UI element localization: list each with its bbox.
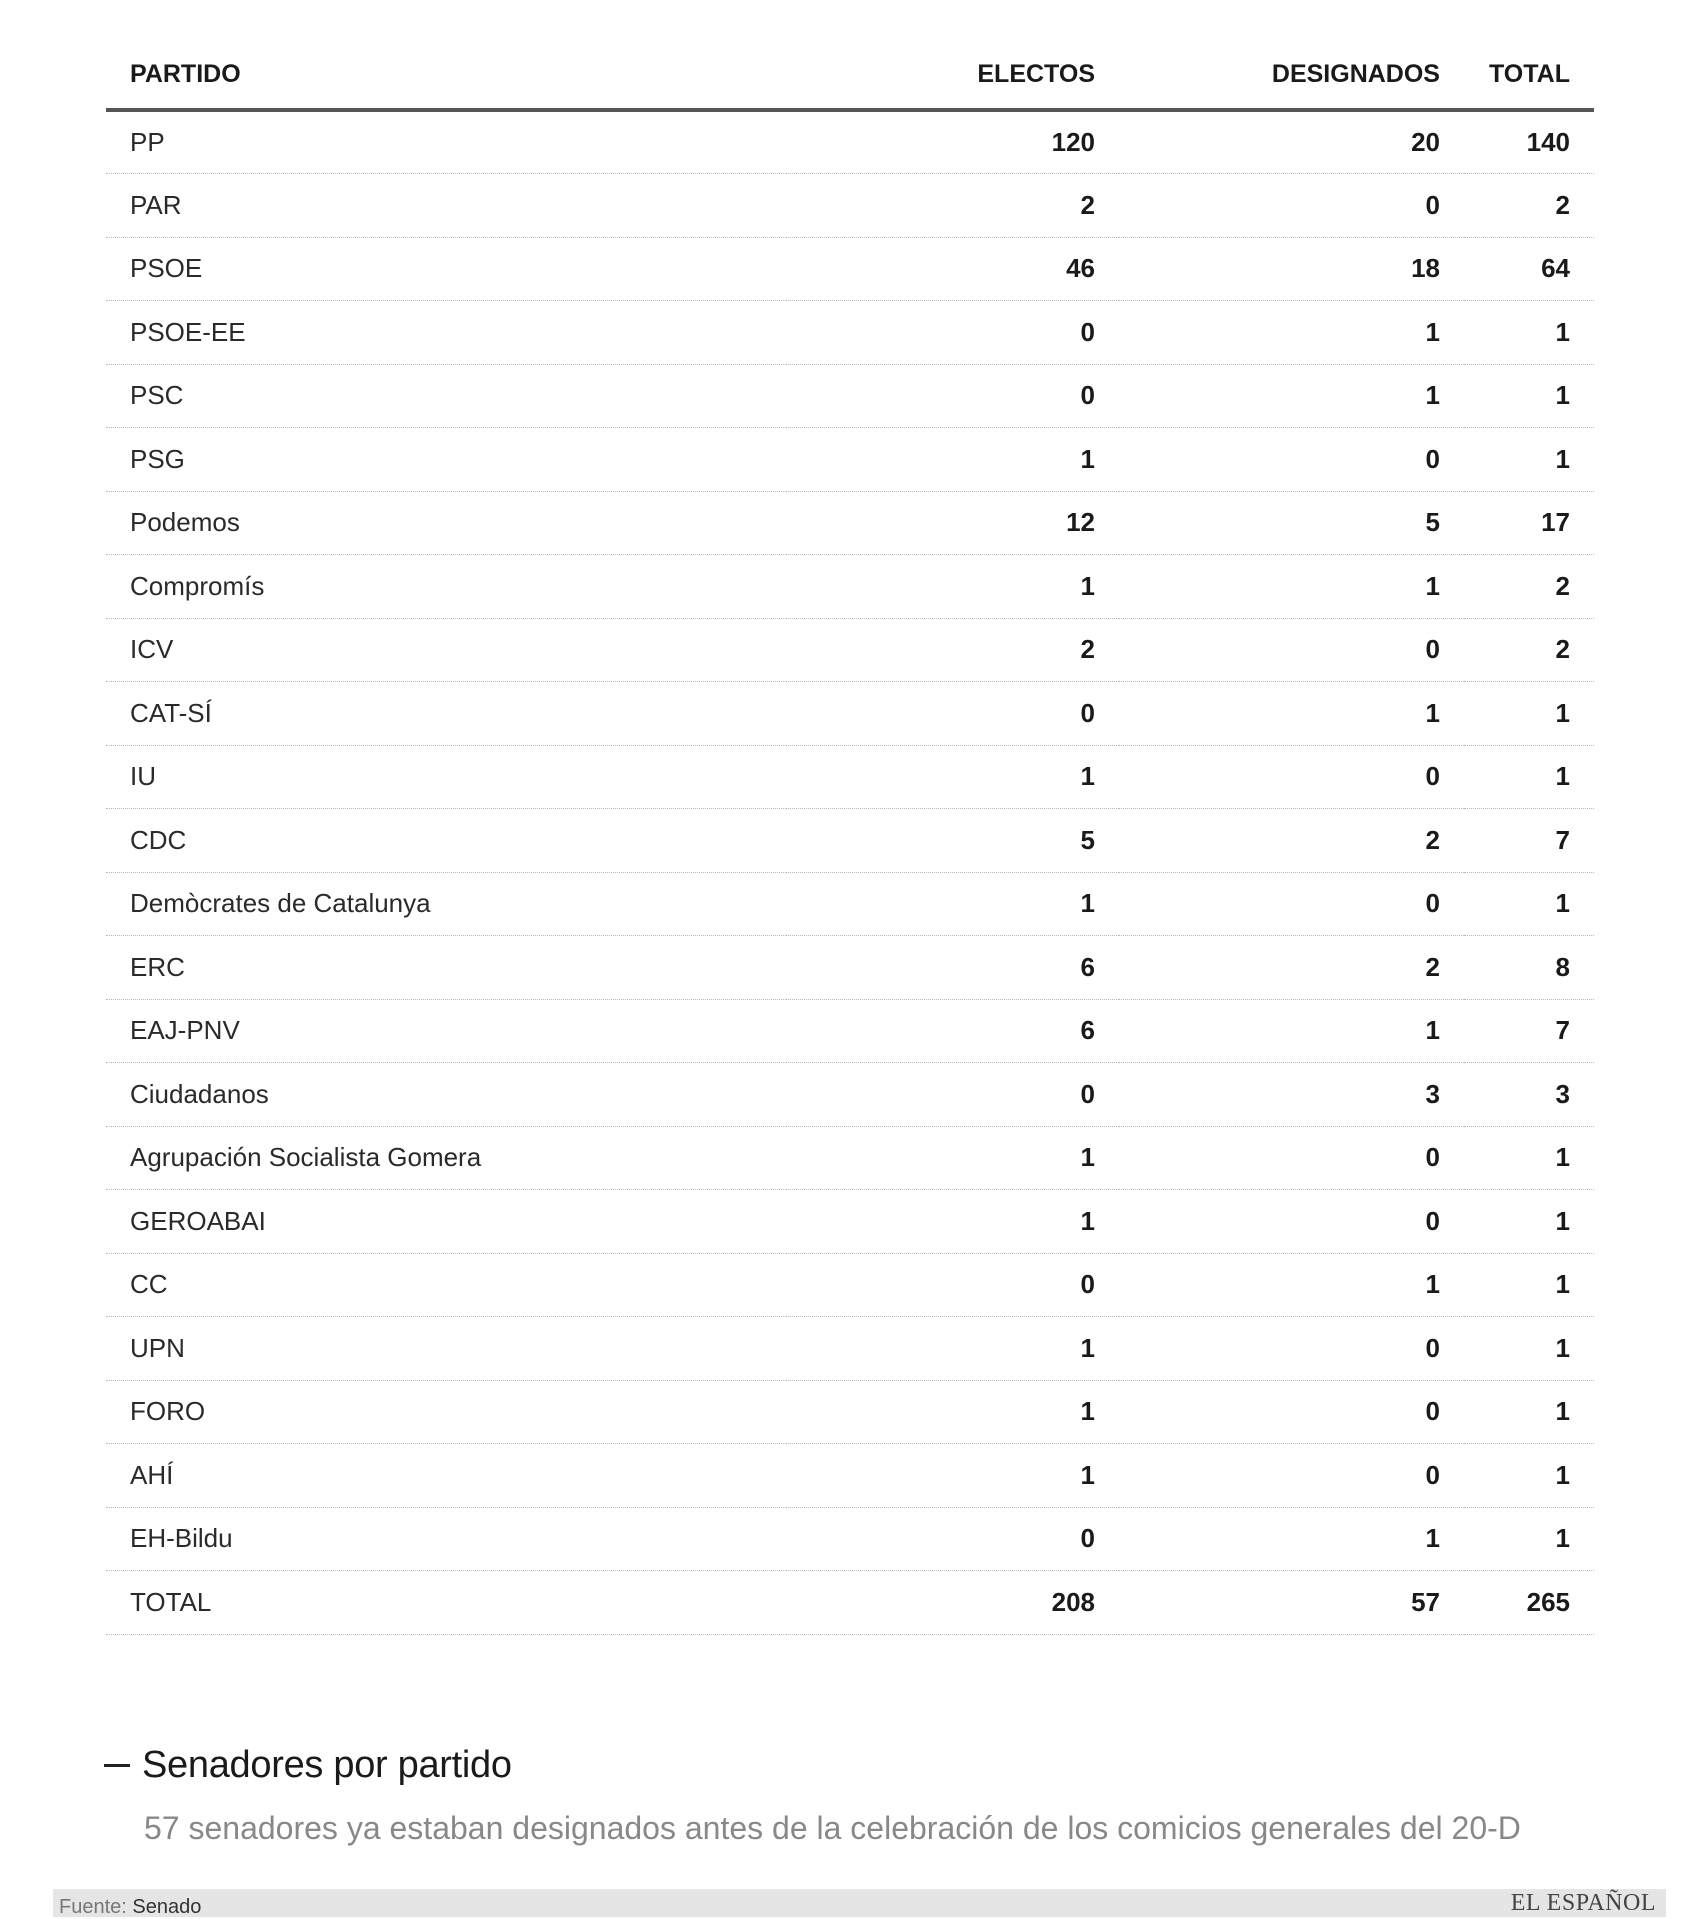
total-cell: 7 — [1464, 999, 1594, 1063]
senators-table-container — [106, 40, 1594, 1635]
total-cell: 1 — [1464, 428, 1594, 492]
table-row — [106, 174, 1594, 238]
designados-cell: 0 — [1119, 1317, 1464, 1381]
table-row — [106, 491, 1594, 555]
designados-cell: 0 — [1119, 1126, 1464, 1190]
electos-cell: 1 — [786, 1317, 1119, 1381]
total-cell: 8 — [1464, 936, 1594, 1000]
senators-table — [106, 40, 1594, 1635]
party-cell: UPN — [106, 1317, 786, 1381]
total-cell: 1 — [1464, 1380, 1594, 1444]
designados-cell: 1 — [1119, 1253, 1464, 1317]
electos-cell: 1 — [786, 872, 1119, 936]
total-cell: 1 — [1464, 1317, 1594, 1381]
table-row — [106, 745, 1594, 809]
source-label: Fuente: — [59, 1896, 127, 1918]
party-cell: ICV — [106, 618, 786, 682]
electos-cell: 6 — [786, 936, 1119, 1000]
total-cell: 1 — [1464, 364, 1594, 428]
party-cell: CC — [106, 1253, 786, 1317]
electos-cell: 6 — [786, 999, 1119, 1063]
chart-caption — [104, 1740, 1604, 1847]
total-cell: 2 — [1464, 555, 1594, 619]
party-cell: GEROABAI — [106, 1190, 786, 1254]
designados-cell: 0 — [1119, 1444, 1464, 1508]
table-row — [106, 1317, 1594, 1381]
header-row — [106, 40, 1594, 110]
header-total: TOTAL — [1464, 40, 1594, 110]
party-cell: IU — [106, 745, 786, 809]
party-cell: EH-Bildu — [106, 1507, 786, 1571]
total-cell: 140 — [1464, 110, 1594, 174]
total-cell: 1 — [1464, 745, 1594, 809]
total-cell: 1 — [1464, 301, 1594, 365]
table-total-row — [106, 1571, 1594, 1635]
designados-cell: 1 — [1119, 999, 1464, 1063]
header-designados: DESIGNADOS — [1119, 40, 1464, 110]
designados-cell: 0 — [1119, 1190, 1464, 1254]
designados-cell: 0 — [1119, 618, 1464, 682]
designados-cell: 0 — [1119, 745, 1464, 809]
title-dash-icon — [104, 1764, 130, 1767]
total-cell: 64 — [1464, 237, 1594, 301]
designados-cell: 2 — [1119, 936, 1464, 1000]
table-row — [106, 428, 1594, 492]
electos-cell: 1 — [786, 745, 1119, 809]
party-cell: CDC — [106, 809, 786, 873]
total-cell: 2 — [1464, 174, 1594, 238]
table-row — [106, 1444, 1594, 1508]
electos-cell: 0 — [786, 364, 1119, 428]
designados-cell: 2 — [1119, 809, 1464, 873]
party-cell: Compromís — [106, 555, 786, 619]
designados-cell: 0 — [1119, 428, 1464, 492]
party-cell: PSOE-EE — [106, 301, 786, 365]
table-row — [106, 999, 1594, 1063]
source-value: Senado — [132, 1896, 202, 1918]
party-cell: Demòcrates de Catalunya — [106, 872, 786, 936]
table-row — [106, 809, 1594, 873]
party-cell: PP — [106, 110, 786, 174]
designados-cell: 1 — [1119, 1507, 1464, 1571]
party-cell: FORO — [106, 1380, 786, 1444]
brand-logo[interactable]: EL ESPAÑOL — [1510, 1890, 1656, 1916]
total-cell: 1 — [1464, 872, 1594, 936]
table-row — [106, 110, 1594, 174]
party-cell: Ciudadanos — [106, 1063, 786, 1127]
party-cell: PAR — [106, 174, 786, 238]
table-row — [106, 555, 1594, 619]
designados-cell: 0 — [1119, 1380, 1464, 1444]
party-cell: PSG — [106, 428, 786, 492]
table-row — [106, 237, 1594, 301]
table-row — [106, 364, 1594, 428]
electos-cell: 2 — [786, 618, 1119, 682]
table-row — [106, 1063, 1594, 1127]
designados-cell: 1 — [1119, 555, 1464, 619]
table-header — [106, 40, 1594, 110]
party-cell: TOTAL — [106, 1571, 786, 1635]
table-row — [106, 301, 1594, 365]
chart-subtitle: 57 senadores ya estaban designados antes de la celebración de los comicios generales del 20-D — [144, 1810, 1521, 1846]
designados-cell: 20 — [1119, 110, 1464, 174]
total-cell: 1 — [1464, 1253, 1594, 1317]
designados-cell: 57 — [1119, 1571, 1464, 1635]
electos-cell: 0 — [786, 301, 1119, 365]
total-cell: 2 — [1464, 618, 1594, 682]
designados-cell: 3 — [1119, 1063, 1464, 1127]
electos-cell: 5 — [786, 809, 1119, 873]
party-cell: Agrupación Socialista Gomera — [106, 1126, 786, 1190]
designados-cell: 1 — [1119, 364, 1464, 428]
party-cell: AHÍ — [106, 1444, 786, 1508]
party-cell: Podemos — [106, 491, 786, 555]
party-cell: PSOE — [106, 237, 786, 301]
electos-cell: 12 — [786, 491, 1119, 555]
total-cell: 265 — [1464, 1571, 1594, 1635]
header-electos: ELECTOS — [786, 40, 1119, 110]
party-cell: ERC — [106, 936, 786, 1000]
header-partido: PARTIDO — [106, 40, 786, 110]
electos-cell: 1 — [786, 555, 1119, 619]
table-row — [106, 1380, 1594, 1444]
total-cell: 1 — [1464, 682, 1594, 746]
total-cell: 17 — [1464, 491, 1594, 555]
table-row — [106, 1253, 1594, 1317]
designados-cell: 18 — [1119, 237, 1464, 301]
total-cell: 1 — [1464, 1444, 1594, 1508]
electos-cell: 208 — [786, 1571, 1119, 1635]
total-cell: 3 — [1464, 1063, 1594, 1127]
electos-cell: 1 — [786, 1126, 1119, 1190]
electos-cell: 1 — [786, 1190, 1119, 1254]
party-cell: EAJ-PNV — [106, 999, 786, 1063]
table-row — [106, 1126, 1594, 1190]
designados-cell: 0 — [1119, 174, 1464, 238]
electos-cell: 2 — [786, 174, 1119, 238]
table-row — [106, 618, 1594, 682]
electos-cell: 0 — [786, 1253, 1119, 1317]
electos-cell: 120 — [786, 110, 1119, 174]
electos-cell: 46 — [786, 237, 1119, 301]
electos-cell: 1 — [786, 1444, 1119, 1508]
electos-cell: 0 — [786, 1063, 1119, 1127]
designados-cell: 1 — [1119, 682, 1464, 746]
designados-cell: 0 — [1119, 872, 1464, 936]
designados-cell: 1 — [1119, 301, 1464, 365]
table-row — [106, 936, 1594, 1000]
electos-cell: 0 — [786, 682, 1119, 746]
table-row — [106, 1190, 1594, 1254]
footer-bar — [53, 1889, 1666, 1917]
designados-cell: 5 — [1119, 491, 1464, 555]
electos-cell: 1 — [786, 428, 1119, 492]
electos-cell: 0 — [786, 1507, 1119, 1571]
chart-title: Senadores por partido — [142, 1743, 512, 1786]
party-cell: PSC — [106, 364, 786, 428]
total-cell: 1 — [1464, 1126, 1594, 1190]
party-cell: CAT-SÍ — [106, 682, 786, 746]
table-row — [106, 682, 1594, 746]
source-credit — [59, 1896, 201, 1919]
table-row — [106, 872, 1594, 936]
total-cell: 7 — [1464, 809, 1594, 873]
total-cell: 1 — [1464, 1507, 1594, 1571]
chart-title-row — [104, 1740, 1604, 1790]
table-body — [106, 110, 1594, 1634]
total-cell: 1 — [1464, 1190, 1594, 1254]
electos-cell: 1 — [786, 1380, 1119, 1444]
table-row — [106, 1507, 1594, 1571]
